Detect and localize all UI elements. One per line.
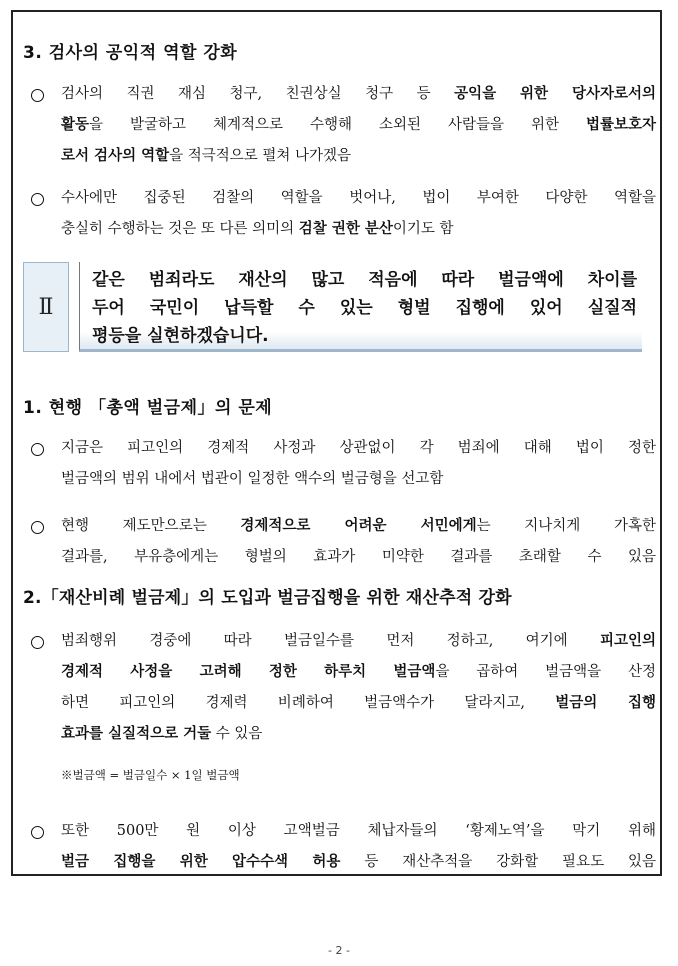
bullet-text: [61, 626, 656, 657]
text-run: 1. 현행: [23, 398, 89, 418]
bold-run: 피고인의: [599, 633, 656, 649]
text-run: 을 적극적으로 펼쳐 나가겠음: [169, 148, 352, 164]
bold-run: 법률보호자: [585, 117, 656, 133]
formula-note: ※벌금액 = 벌금일수 × 1일 벌금액: [61, 768, 240, 782]
text-run: 평등을 실현하겠습니다.: [92, 326, 269, 346]
circle-bullet-icon: [31, 443, 44, 456]
bullet-text: [61, 816, 656, 847]
bold-run: 활동: [61, 117, 90, 133]
text-run: 같은 범죄라도: [92, 270, 239, 290]
bullet-text-line2: [61, 847, 656, 878]
bullet-text-line2: [61, 657, 656, 688]
text-run: 등 재산추적을 강화할 필요도 있음: [340, 854, 656, 870]
text-run: 는 지나치게 가혹한: [476, 518, 656, 534]
part-number-box: [23, 262, 69, 352]
content-frame: [11, 10, 662, 876]
circle-bullet-icon: [31, 89, 44, 102]
bullet-text-line2: [61, 110, 656, 141]
bold-run: 경제적으로 어려운 서민에게: [240, 518, 477, 534]
text-run: 또한 500만 원 이상 고액벌금 체납자들의 ‘황제노역’을 막기 위해: [61, 823, 656, 839]
text-run: 검사의 직권 재심 청구, 친권상실 청구 등: [61, 86, 455, 102]
bold-run: 벌금 집행을 위한 압수수색 허용: [61, 854, 341, 870]
text-run: 에: [547, 270, 588, 290]
bullet-text-line4: [61, 719, 656, 750]
bold-run: 효과를 실질적으로 거둘: [61, 726, 212, 742]
bullet-text-line2: [61, 214, 656, 245]
page-number: - 2 -: [328, 944, 350, 957]
text-run: 을 곱하여 벌금액을 산정: [435, 664, 657, 680]
text-run: 범죄행위 경중에 따라 벌금일수를 먼저 정하고, 여기에: [61, 633, 600, 649]
text-run: 「총액 벌금제」: [88, 398, 215, 418]
bold-run: 벌금의 집행: [555, 695, 656, 711]
bullet-text: [61, 79, 656, 110]
text-run: 두어 국민이 납득할 수 있는 형벌 집행에 있어 실질적: [92, 298, 637, 318]
bullet-text-line3: [61, 141, 656, 172]
bullet-text-line2: [61, 464, 656, 495]
text-run: 하면 피고인의 경제력 비례하여 벌금액수가 달라지고,: [61, 695, 556, 711]
bold-run: 공익을 위한 당사자로서의: [454, 86, 656, 102]
bold-run: 로서 검사의 역할: [61, 148, 170, 164]
circle-bullet-icon: [31, 826, 44, 839]
text-run: 이기도 함: [392, 221, 454, 237]
part-summary-text: [92, 266, 637, 350]
text-run: 을 발굴하고 체계적으로 수행해 소외된 사람들을 위한: [89, 117, 586, 133]
circle-bullet-icon: [31, 521, 44, 534]
bullet-text: [61, 183, 656, 214]
circle-bullet-icon: [31, 193, 44, 206]
text-run: 충실히 수행하는 것은 또 다른 의미의: [61, 221, 299, 237]
text-run: 수사에만 집중된 검찰의 역할을 벗어나, 법이 부여한 다양한 역할을: [61, 190, 656, 206]
text-run: 결과를, 부유층에게는 형벌의 효과가 미약한 결과를 초래할 수 있음: [61, 549, 656, 565]
bold-run: 검찰 권한 분산: [298, 221, 393, 237]
text-run: 차이를: [587, 270, 637, 290]
bullet-text-line3: [61, 688, 656, 719]
part-summary-box: [79, 262, 642, 352]
text-run: 현행 제도만으로는: [61, 518, 241, 534]
section3-heading: 3. 검사의 공익적 역할 강화: [23, 43, 238, 63]
text-run: 수 있음: [211, 726, 263, 742]
section1-heading: [23, 393, 272, 418]
bullet-text-line2: [61, 542, 656, 573]
text-run: 의 문제: [215, 398, 273, 418]
circle-bullet-icon: [31, 636, 44, 649]
text-run: 벌금액의 범위 내에서 법관이 일정한 액수의 벌금형을 선고함: [61, 471, 444, 487]
bullet-text: [61, 511, 656, 542]
bold-run: 경제적 사정을 고려해 정한 하루치 벌금액: [61, 664, 436, 680]
bullet-text: [61, 433, 656, 464]
text-run: 지금은 피고인의 경제적 사정과 상관없이 각 범죄에 대해 법이 정한: [61, 440, 656, 456]
section2-heading: 2.「재산비례 벌금제」의 도입과 벌금집행을 위한 재산추적 강화: [23, 588, 512, 608]
text-run: 재산의 많고 적음에 따라 벌금액: [238, 270, 548, 290]
roman-numeral: Ⅱ: [38, 294, 54, 320]
